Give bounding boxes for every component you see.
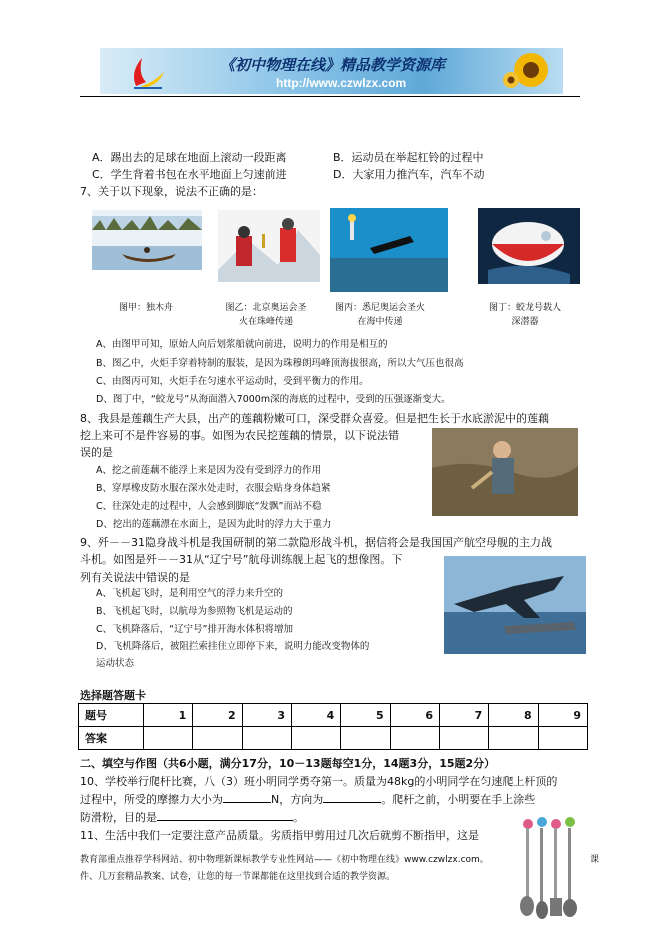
number-cell: 6 (390, 704, 439, 727)
caption-canoe: 图甲：独木舟 (118, 303, 173, 313)
answer-card-number-row (79, 704, 588, 727)
section2-heading: 二、填空与作图（共6小题，满分17分，10－13题每空1分，14题3分，15题2分） (80, 757, 496, 770)
q6-option-c: C．学生背着书包在水平地面上匀速前进 (92, 168, 287, 181)
q9-stem-line1: 9、歼－－31隐身战斗机是我国研制的第二款隐形战斗机，据信将会是我国国产航空母舰的主力战 (80, 536, 552, 549)
q7-option-b: B、图乙中，火炬手穿着特制的服装，是因为珠穆朗玛峰顶海拔很高，所以大气压也很高 (96, 358, 464, 369)
q10-line2: 过程中，所受的摩擦力大小为 N，方向为 。爬杆之前，小明要在手上涂些 (80, 793, 536, 806)
q8-option-c: C、往深处走的过程中，人会感到脚底“发飘”而站不稳 (96, 501, 322, 512)
number-cell: 7 (439, 704, 488, 727)
q8-option-a: A、挖之前莲藕不能浮上来是因为没有受到浮力的作用 (96, 465, 321, 476)
q9-option-d-line1: D、飞机降落后，被阻拦索挂住立即停下来，说明力能改变物体的 (96, 641, 370, 652)
number-cell: 3 (242, 704, 291, 727)
footer-line1: 教育部重点推荐学科网站、初中物理新课标教学专业性网站——《初中物理在线》www.czwlzx.com。 (80, 855, 489, 865)
j31-fighter-image (444, 556, 586, 654)
answer-row-label: 答案 (79, 727, 144, 750)
header-rule (80, 96, 580, 97)
q7-stem: 7、关于以下现象，说法不正确的是： (80, 185, 263, 198)
q6-option-b: B．运动员在举起杠铃的过程中 (333, 151, 484, 164)
q7-option-c: C、由图丙可知，火炬手在匀速水平运动时，受到平衡力的作用。 (96, 376, 369, 387)
q9-option-b: B、飞机起飞时，以航母为参照物飞机是运动的 (96, 606, 293, 617)
q10-purpose-blank[interactable] (157, 820, 293, 821)
banner-title: 《初中物理在线》精品教学资源库 (220, 56, 446, 74)
canoe-image (92, 210, 202, 270)
q8-option-b: B、穿厚橡皮防水服在深水处走时，衣服会贴身身体趋紧 (96, 483, 331, 494)
caption-jiaolong: 图丁：蛟龙号载人 深潜器 (488, 303, 561, 327)
number-cell: 5 (341, 704, 390, 727)
answer-cell[interactable] (291, 727, 340, 750)
header-banner (100, 48, 563, 94)
torch-everest-image (218, 210, 320, 282)
torch-underwater-image (330, 208, 448, 292)
q9-option-d-line2: 运动状态 (96, 658, 135, 669)
q7-option-a: A、由图甲可知，原始人向后划浆船就向前进，说明力的作用是相互的 (96, 339, 388, 350)
sunflower-image (501, 50, 557, 92)
q9-option-c: C、飞机降落后，“辽宁号”排开海水体积将增加 (96, 624, 293, 635)
number-cell: 9 (538, 704, 587, 727)
q6-option-d: D．大家用力推汽车，汽车不动 (333, 168, 485, 181)
q10-line3: 防滑粉，目的是 。 (80, 811, 304, 824)
answer-cell[interactable] (341, 727, 390, 750)
site-logo (128, 52, 168, 90)
q8-option-d: D、挖出的莲藕漂在水面上，是因为此时的浮力大于重力 (96, 519, 332, 530)
lotus-root-digging-image (432, 428, 578, 516)
kitchen-utensils-image (514, 816, 584, 924)
q10-line1: 10、学校举行爬杆比赛，八（3）班小明同学勇夺第一。质量为48kg的小明同学在匀速爬上杆顶的 (80, 775, 558, 788)
q9-option-a: A、飞机起飞时，是利用空气的浮力来升空的 (96, 588, 283, 599)
answer-card-table (78, 703, 588, 750)
caption-torch-underwater: 图丙：悉尼奥运会圣火 在海中传递 (334, 303, 425, 327)
jiaolong-submersible-image (478, 208, 580, 284)
q8-stem-line1: 8、我县是莲藕生产大县，出产的莲藕粉嫩可口，深受群众喜爱。但是把生长于水底淤泥中的莲藕 (80, 412, 549, 425)
q8-stem-line3: 误的是 (80, 446, 113, 459)
q10-friction-blank[interactable] (223, 802, 271, 803)
answer-cell[interactable] (144, 727, 193, 750)
banner-url: http://www.czwlzx.com (276, 76, 407, 90)
answer-cell[interactable] (242, 727, 291, 750)
q6-option-a: A．踢出去的足球在地面上滚动一段距离 (92, 151, 287, 164)
q10-direction-blank[interactable] (323, 802, 381, 803)
number-cell: 1 (144, 704, 193, 727)
q9-stem-line2: 斗机。如图是歼－－31从“辽宁号”航母训练舰上起飞的想像图。下 (80, 553, 403, 566)
answer-cell[interactable] (193, 727, 242, 750)
answer-card-answer-row (79, 727, 588, 750)
answer-cell[interactable] (439, 727, 488, 750)
number-cell: 8 (489, 704, 538, 727)
answer-cell[interactable] (489, 727, 538, 750)
footer-line1-tail: 课 (590, 855, 600, 865)
answer-cell[interactable] (538, 727, 587, 750)
footer-line2: 件、几万套精品教案、试卷，让您的每一节课都能在这里找到合适的教学资源。 (80, 872, 396, 882)
number-row-label: 题号 (79, 704, 144, 727)
number-cell: 4 (291, 704, 340, 727)
number-cell: 2 (193, 704, 242, 727)
answer-card-title: 选择题答题卡 (80, 689, 146, 702)
q9-stem-line3: 列有关说法中错误的是 (80, 571, 190, 584)
q7-option-d: D、图丁中，“蛟龙号”从海面潜入7000m深的海底的过程中，受到的压强逐渐变大。 (96, 394, 451, 405)
answer-cell[interactable] (390, 727, 439, 750)
q11-line1: 11、生活中我们一定要注意产品质量。劣质指甲剪用过几次后就剪不断指甲，这是 (80, 829, 479, 842)
q8-stem-line2: 挖上来可不是件容易的事。如图为农民挖莲藕的情景，以下说法错 (80, 429, 399, 442)
caption-torch-everest: 图乙：北京奥运会圣 火在珠峰传递 (225, 303, 307, 327)
